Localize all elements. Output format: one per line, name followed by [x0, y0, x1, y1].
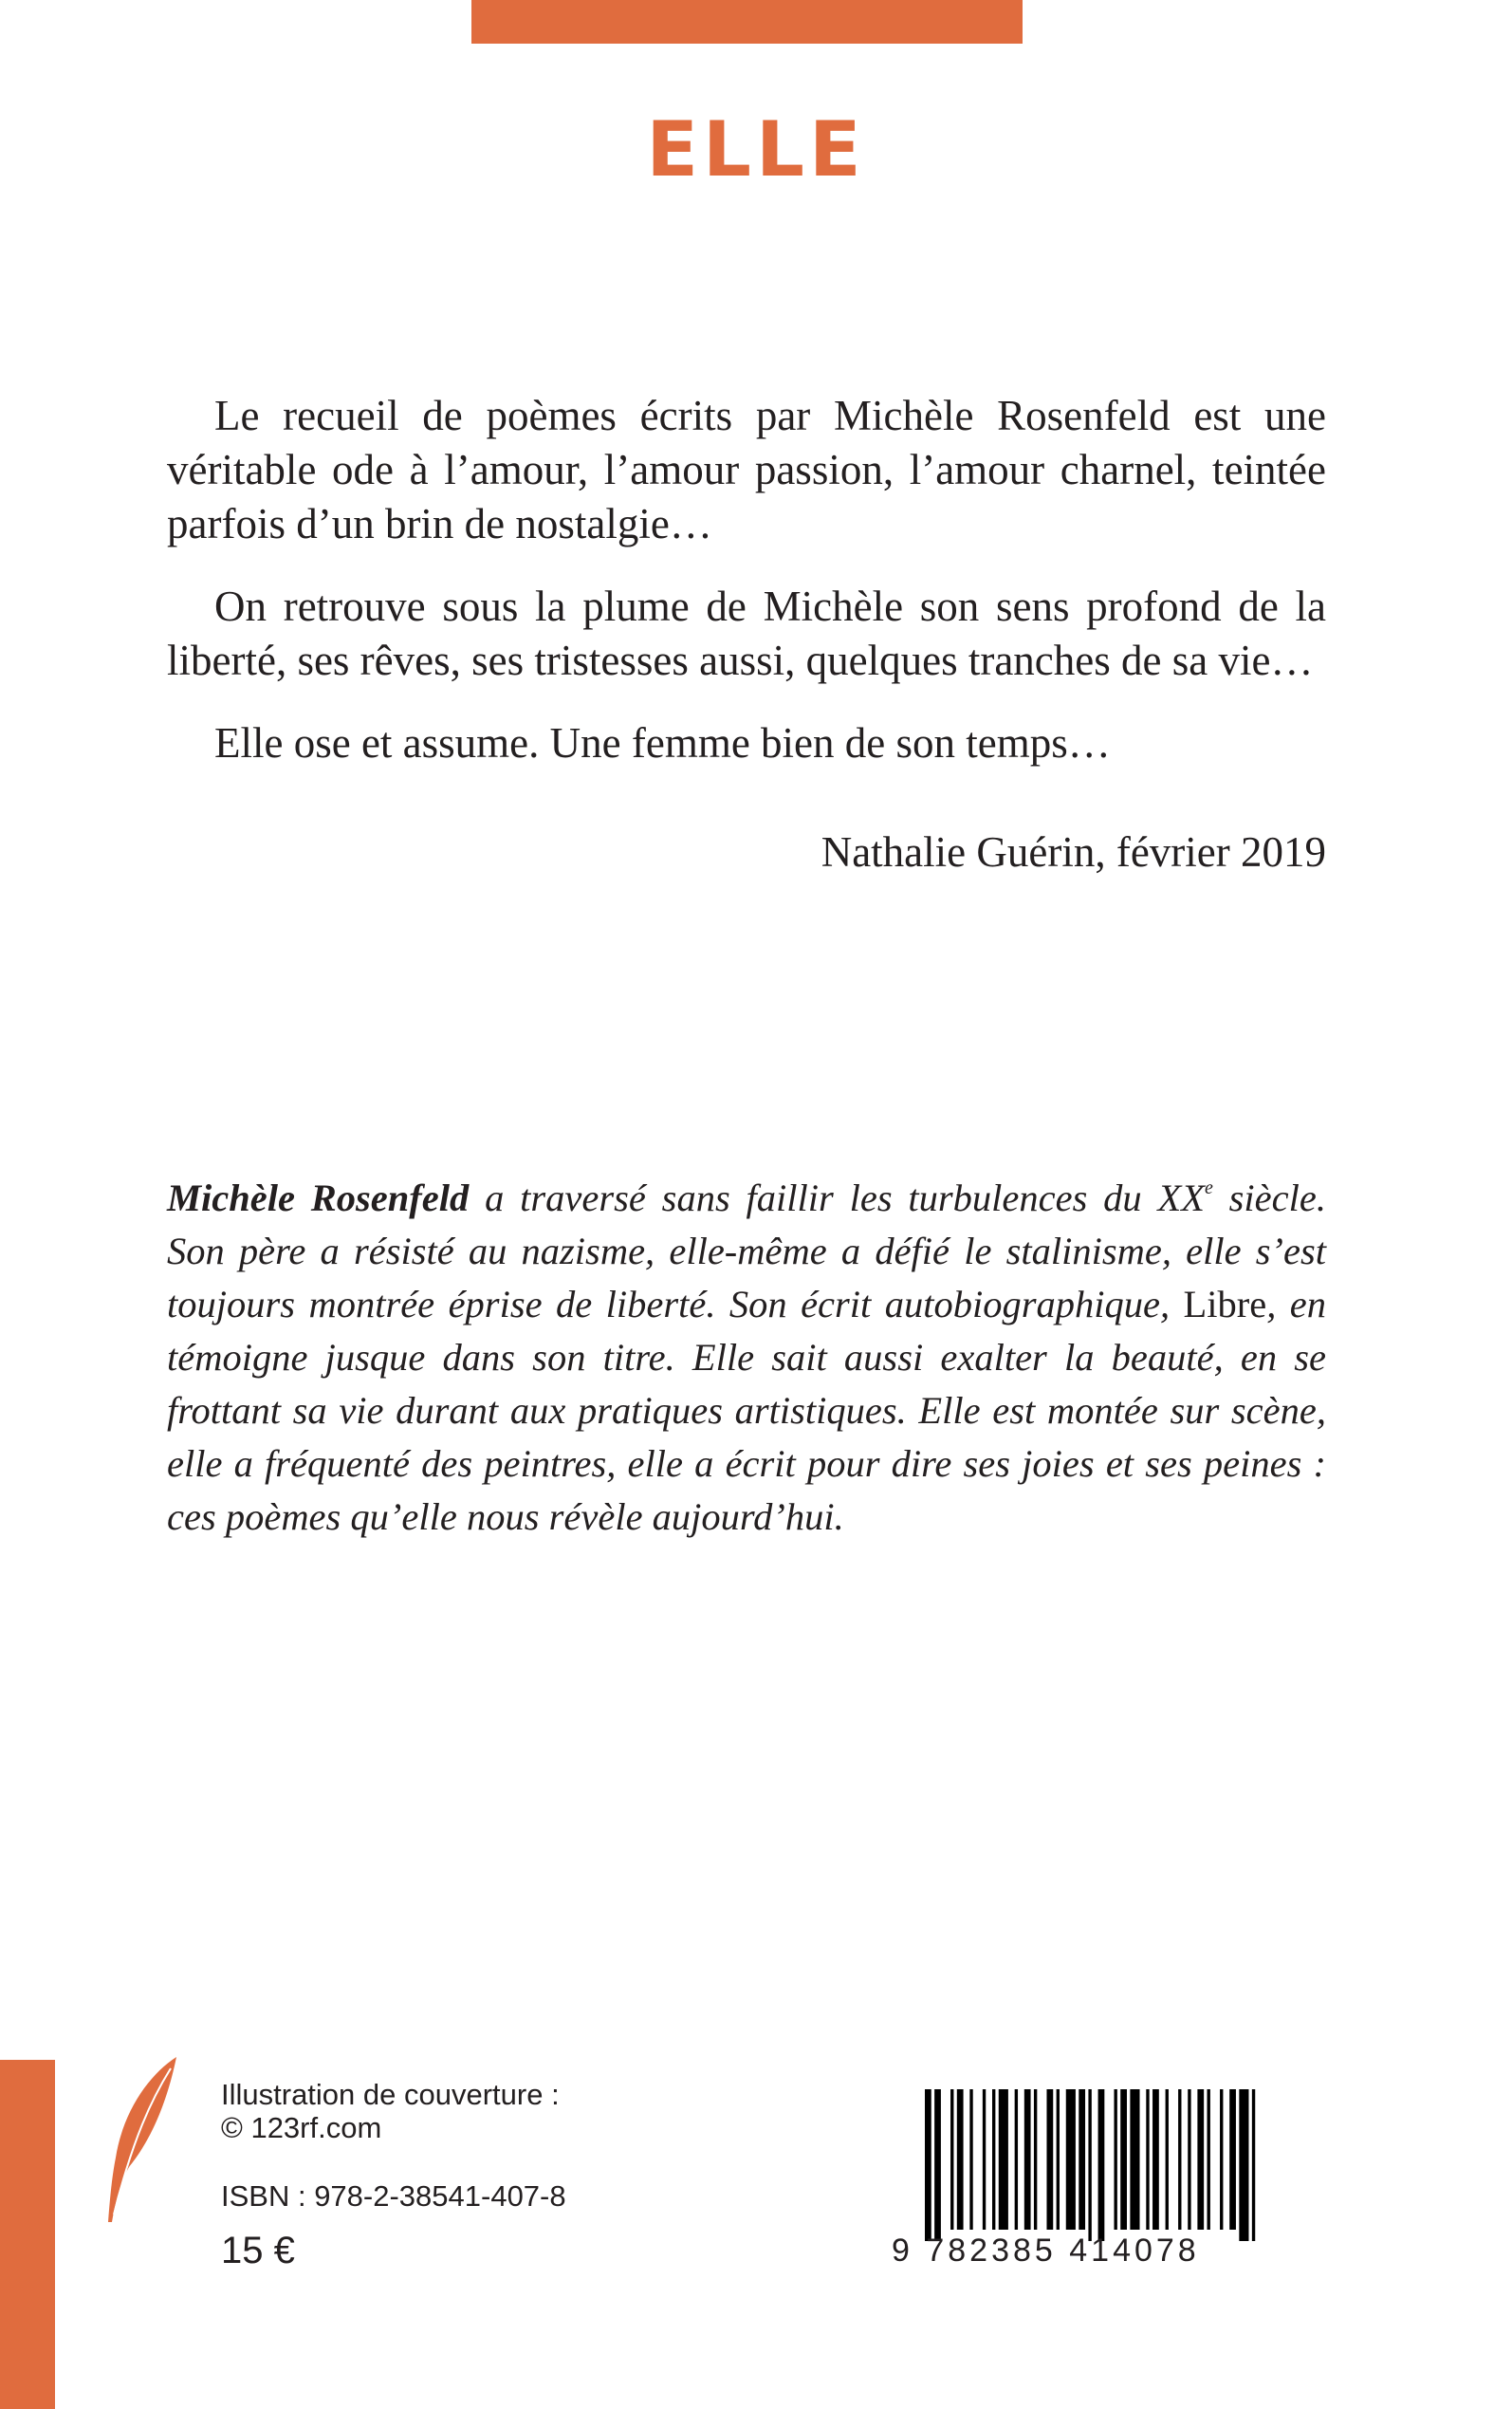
barcode-bar	[983, 2089, 986, 2230]
barcode-bar	[1188, 2089, 1190, 2230]
century-superscript: e	[1204, 1177, 1213, 1198]
barcode-bar	[999, 2089, 1008, 2230]
barcode-bar	[934, 2089, 941, 2241]
barcode-bar	[1015, 2089, 1018, 2230]
barcode-bar	[1197, 2089, 1204, 2230]
barcode-bar	[1229, 2089, 1236, 2230]
barcode-bar	[1024, 2089, 1031, 2230]
book-title-reference: Libre	[1183, 1283, 1267, 1325]
author-bio	[167, 1172, 1326, 1544]
barcode-bar	[1079, 2089, 1085, 2230]
barcode-bar	[1220, 2089, 1223, 2230]
isbn: ISBN : 978-2-38541-407-8	[221, 2179, 566, 2213]
barcode-digits: 9 782385 414078	[892, 2233, 1200, 2269]
back-cover-blurb	[167, 389, 1326, 789]
barcode	[892, 2068, 1328, 2287]
blurb-paragraph: Elle ose et assume. Une femme bien de son temps…	[214, 719, 1111, 767]
barcode-bar	[1130, 2089, 1139, 2230]
barcode-bar	[950, 2089, 953, 2230]
barcode-bar	[1046, 2089, 1053, 2230]
barcode-bar	[1178, 2089, 1181, 2230]
barcode-bar	[1239, 2089, 1248, 2241]
barcode-bar	[969, 2089, 972, 2230]
barcode-bar	[1114, 2089, 1116, 2230]
bio-text: , en témoigne jusque dans son titre. Elle sait aussi exalter la beauté, en se frottant sa vie durant aux pratiques artistiques. Elle est montée sur scène, elle a fréquenté des peintres, elle a écrit pour dire ses joies et ses peines : ces poèmes qu’elle nous révèle aujourd’hui.	[167, 1283, 1326, 1538]
barcode-bar	[925, 2089, 931, 2241]
barcode-bar	[1098, 2089, 1105, 2241]
barcode-bar	[1088, 2089, 1091, 2241]
barcode-bar	[1166, 2089, 1169, 2230]
barcode-bar	[1146, 2089, 1149, 2230]
barcode-icon	[925, 2089, 1262, 2241]
blurb-paragraph: Le recueil de poèmes écrits par Michèle Rosenfeld est une véritable ode à l’amour, l’amour passion, l’amour charnel, teintée parfois d’un brin de nostalgie…	[167, 392, 1326, 547]
side-accent-bar	[0, 2060, 55, 2409]
illustration-source: © 123rf.com	[221, 2111, 382, 2144]
barcode-bar	[1057, 2089, 1060, 2230]
bio-text: a traversé sans faillir les turbulences du XX	[469, 1177, 1205, 1219]
barcode-bar	[1208, 2089, 1210, 2230]
feather-icon	[102, 2055, 188, 2226]
price: 15 €	[221, 2230, 295, 2271]
bio-text: siècle. Son père a résisté au nazisme, elle-même a défié le stalinisme, elle s’est toujours montrée éprise de liberté. Son écrit autobiographique,	[167, 1177, 1326, 1325]
top-accent-bar	[471, 0, 1023, 44]
barcode-bar	[1152, 2089, 1159, 2230]
blurb-paragraph: On retrouve sous la plume de Michèle son sens profond de la liberté, ses rêves, ses tristesses aussi, quelques tranches de sa vie…	[167, 583, 1326, 684]
book-title: ELLE	[646, 105, 866, 194]
blurb-signature: Nathalie Guérin, février 2019	[821, 828, 1326, 876]
illustration-credit	[221, 2078, 560, 2144]
barcode-bar	[992, 2089, 995, 2230]
barcode-bar	[1034, 2089, 1037, 2230]
barcode-bar	[1252, 2089, 1255, 2241]
barcode-bar	[1066, 2089, 1076, 2230]
author-name: Michèle Rosenfeld	[167, 1177, 470, 1219]
barcode-bar	[957, 2089, 964, 2230]
barcode-bar	[1120, 2089, 1127, 2230]
illustration-label: Illustration de couverture :	[221, 2078, 560, 2111]
